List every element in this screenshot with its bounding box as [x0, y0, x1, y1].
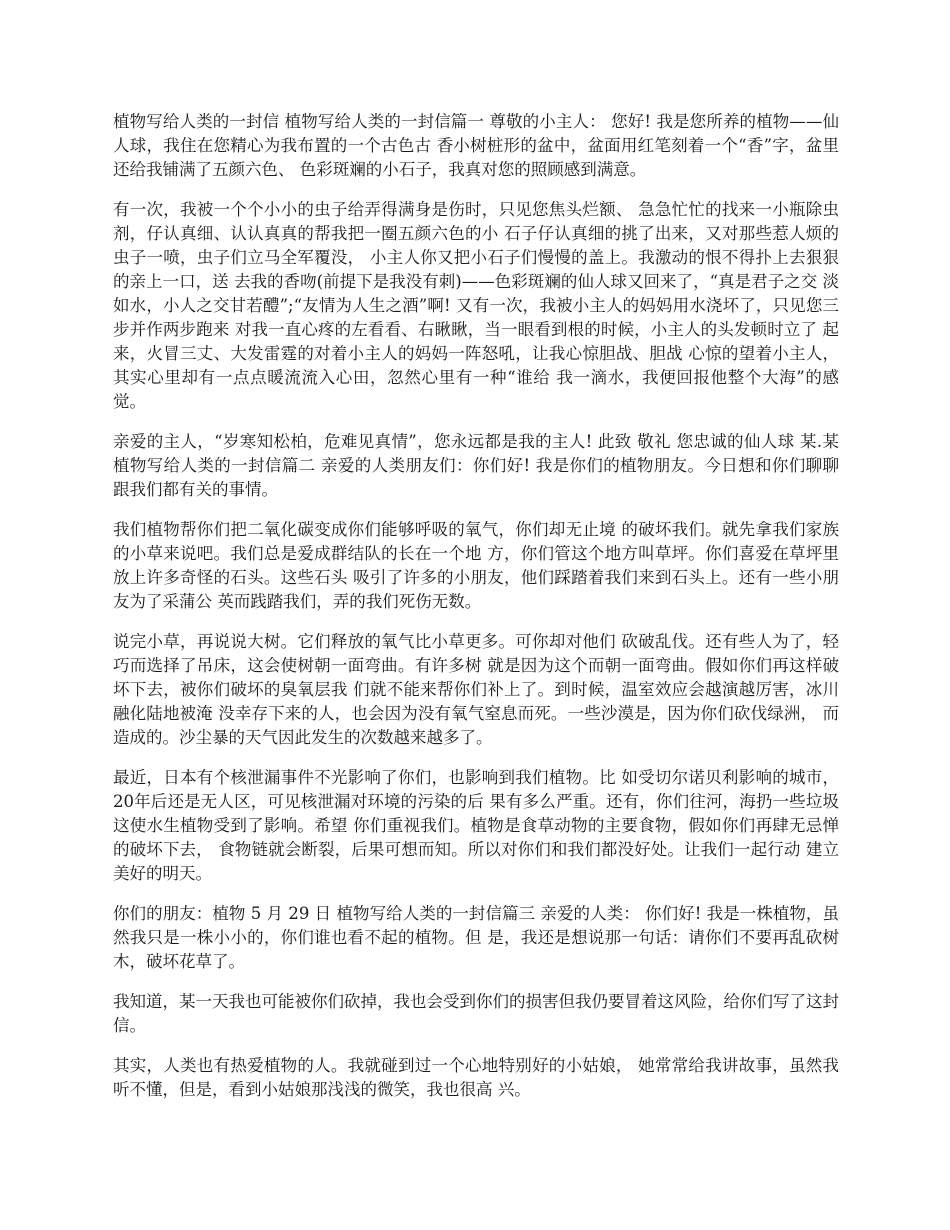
paragraph-7: 你们的朋友：植物 5 月 29 日 植物写给人类的一封信篇三 亲爱的人类： 你们好! 我是一株植物，虽然我只是一株小小的，你们谁也看不起的植物。但 是，我还是想说那一句话：请你们不要再乱砍树木，破坏花草了。	[113, 904, 839, 971]
paragraph-3: 亲爱的主人，“岁寒知松柏，危难见真情”，您永远都是我的主人! 此致 敬礼 您忠诚的仙人球 某.某 植物写给人类的一封信篇二 亲爱的人类朋友们：你们好! 我是你们的植物朋友。今日想和你们聊聊跟我们都有关的事情。	[113, 432, 839, 499]
paragraph-8: 我知道，某一天我也可能被你们砍掉，我也会受到你们的损害但我仍要冒着这风险，给你们写了这封信。	[113, 992, 839, 1035]
paragraph-9: 其实，人类也有热爱植物的人。我就碰到过一个心地特别好的小姑娘， 她常常给我讲故事，虽然我听不懂，但是，看到小姑娘那浅浅的微笑，我也很高 兴。	[113, 1056, 839, 1099]
paragraph-4: 我们植物帮你们把二氧化碳变成你们能够呼吸的氧气，你们却无止境 的破坏我们。就先拿我们家族的小草来说吧。我们总是爱成群结队的长在一个地 方，你们管这个地方叫草坪。你们喜爱在草坪里放上许多奇怪的石头。这些石头 吸引了许多的小朋友，他们踩踏着我们来到石头上。还有一些小朋友为了采蒲公 英而践踏我们，弄的我们死伤无数。	[113, 520, 839, 611]
paragraph-6: 最近，日本有个核泄漏事件不光影响了你们，也影响到我们植物。比 如受切尔诺贝利影响的城市，20年后还是无人区，可见核泄漏对环境的污染的后 果有多么严重。还有，你们往河，海扔一些垃圾这使水生植物受到了影响。希望 你们重视我们。植物是食草动物的主要食物，假如你们再肆无忌惮的破坏下去， 食物链就会断裂，后果可想而知。所以对你们和我们都没好处。让我们一起行动 建立美好的明天。	[113, 768, 839, 883]
paragraph-5: 说完小草，再说说大树。它们释放的氧气比小草更多。可你却对他们 砍破乱伐。还有些人为了，轻巧而选择了吊床，这会使树朝一面弯曲。有许多树 就是因为这个而朝一面弯曲。假如你们再这样破坏下去，被你们破坏的臭氧层我 们就不能来帮你们补上了。到时候，温室效应会越演越厉害，冰川融化陆地被淹 没幸存下来的人，也会因为没有氧气窒息而死。一些沙漠是，因为你们砍伐绿洲， 而造成的。沙尘暴的天气因此发生的次数越来越多了。	[113, 632, 839, 747]
document-body	[113, 110, 839, 1118]
paragraph-2: 有一次，我被一个个小小的虫子给弄得满身是伤时，只见您焦头烂额、 急急忙忙的找来一小瓶除虫剂，仔认真细、认认真真的帮我把一圈五颜六色的小 石子仔认真细的挑了出来，又对那些惹人烦的虫子一喷，虫子们立马全军覆没， 小主人你又把小石子们慢慢的盖上。我激动的恨不得扑上去狠狠的亲上一口，送 去我的香吻(前提下是我没有刺)——色彩斑斓的仙人球又回来了，“真是君子之交 淡如水，小人之交甘若醴”;“友情为人生之酒”啊! 又有一次，我被小主人的妈妈用水浇坏了，只见您三步并作两步跑来 对我一直心疼的左看看、右瞅瞅，当一眼看到根的时候，小主人的头发顿时立了 起来，火冒三丈、大发雷霆的对着小主人的妈妈一阵怒吼，让我心惊胆战、胆战 心惊的望着小主人，其实心里却有一点点暖流流入心田，忽然心里有一种“谁给 我一滴水，我便回报他整个大海”的感觉。	[113, 200, 839, 411]
paragraph-1: 植物写给人类的一封信 植物写给人类的一封信篇一 尊敬的小主人： 您好! 我是您所养的植物——仙人球，我住在您精心为我布置的一个古色古 香小树桩形的盆中，盆面用红笔刻着一个“香”字，盆里还给我铺满了五颜六色、 色彩斑斓的小石子，我真对您的照顾感到满意。	[113, 112, 839, 179]
